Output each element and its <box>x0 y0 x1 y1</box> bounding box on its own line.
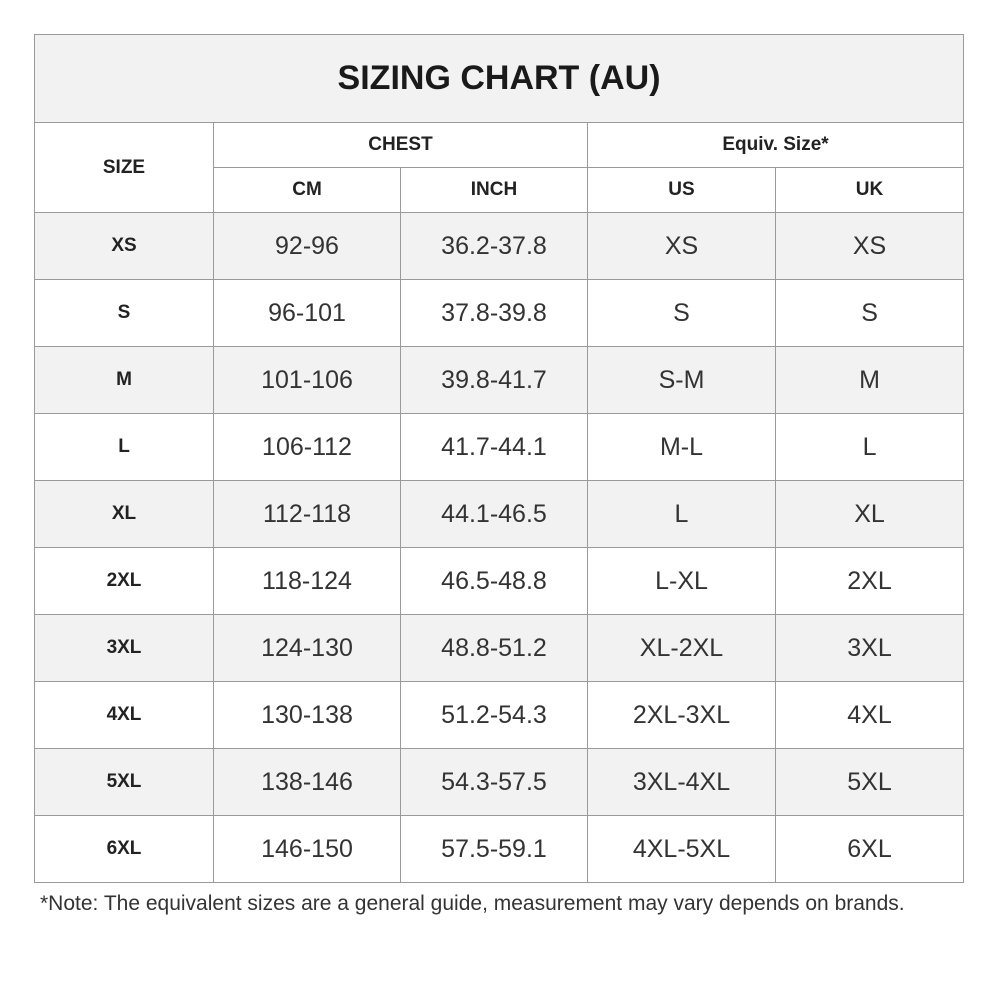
us-column-header: US <box>588 168 776 213</box>
chest-cm-cell: 118-124 <box>214 548 401 615</box>
us-size-cell: M-L <box>588 414 776 481</box>
inch-column-header: INCH <box>401 168 588 213</box>
us-size-cell: S <box>588 280 776 347</box>
size-cell: 3XL <box>35 615 214 682</box>
size-cell: S <box>35 280 214 347</box>
chest-cm-cell: 124-130 <box>214 615 401 682</box>
size-cell: XS <box>35 213 214 280</box>
chest-inch-cell: 57.5-59.1 <box>401 816 588 883</box>
size-cell: 5XL <box>35 749 214 816</box>
chest-inch-cell: 39.8-41.7 <box>401 347 588 414</box>
size-cell: L <box>35 414 214 481</box>
size-cell: 6XL <box>35 816 214 883</box>
uk-size-cell: XL <box>776 481 964 548</box>
chest-cm-cell: 96-101 <box>214 280 401 347</box>
us-size-cell: 2XL-3XL <box>588 682 776 749</box>
cm-column-header: CM <box>214 168 401 213</box>
footnote: *Note: The equivalent sizes are a general guide, measurement may vary depends on brands. <box>40 892 905 915</box>
table-row <box>35 213 964 280</box>
chest-cm-cell: 130-138 <box>214 682 401 749</box>
uk-size-cell: 4XL <box>776 682 964 749</box>
us-size-cell: 4XL-5XL <box>588 816 776 883</box>
chest-inch-cell: 44.1-46.5 <box>401 481 588 548</box>
chest-cm-cell: 146-150 <box>214 816 401 883</box>
us-size-cell: L-XL <box>588 548 776 615</box>
table-row <box>35 481 964 548</box>
uk-size-cell: L <box>776 414 964 481</box>
chest-cm-cell: 92-96 <box>214 213 401 280</box>
us-size-cell: XL-2XL <box>588 615 776 682</box>
size-cell: 4XL <box>35 682 214 749</box>
chest-cm-cell: 106-112 <box>214 414 401 481</box>
uk-size-cell: 6XL <box>776 816 964 883</box>
size-cell: XL <box>35 481 214 548</box>
sizing-chart-table <box>34 34 964 883</box>
chest-group-header: CHEST <box>214 123 588 168</box>
size-cell: M <box>35 347 214 414</box>
us-size-cell: S-M <box>588 347 776 414</box>
uk-size-cell: XS <box>776 213 964 280</box>
chest-inch-cell: 46.5-48.8 <box>401 548 588 615</box>
uk-column-header: UK <box>776 168 964 213</box>
us-size-cell: L <box>588 481 776 548</box>
table-row <box>35 347 964 414</box>
table-row <box>35 280 964 347</box>
chest-cm-cell: 101-106 <box>214 347 401 414</box>
table-row <box>35 414 964 481</box>
table-row <box>35 816 964 883</box>
chest-inch-cell: 54.3-57.5 <box>401 749 588 816</box>
chest-inch-cell: 36.2-37.8 <box>401 213 588 280</box>
size-column-header: SIZE <box>35 123 214 213</box>
chart-title: SIZING CHART (AU) <box>35 35 964 123</box>
chest-inch-cell: 48.8-51.2 <box>401 615 588 682</box>
table-row <box>35 548 964 615</box>
chest-inch-cell: 51.2-54.3 <box>401 682 588 749</box>
uk-size-cell: 3XL <box>776 615 964 682</box>
uk-size-cell: 2XL <box>776 548 964 615</box>
size-cell: 2XL <box>35 548 214 615</box>
table-row <box>35 615 964 682</box>
uk-size-cell: 5XL <box>776 749 964 816</box>
table-row <box>35 682 964 749</box>
equiv-size-group-header: Equiv. Size* <box>588 123 964 168</box>
uk-size-cell: S <box>776 280 964 347</box>
chest-inch-cell: 37.8-39.8 <box>401 280 588 347</box>
chest-inch-cell: 41.7-44.1 <box>401 414 588 481</box>
us-size-cell: XS <box>588 213 776 280</box>
chest-cm-cell: 138-146 <box>214 749 401 816</box>
table-row <box>35 749 964 816</box>
chest-cm-cell: 112-118 <box>214 481 401 548</box>
uk-size-cell: M <box>776 347 964 414</box>
us-size-cell: 3XL-4XL <box>588 749 776 816</box>
